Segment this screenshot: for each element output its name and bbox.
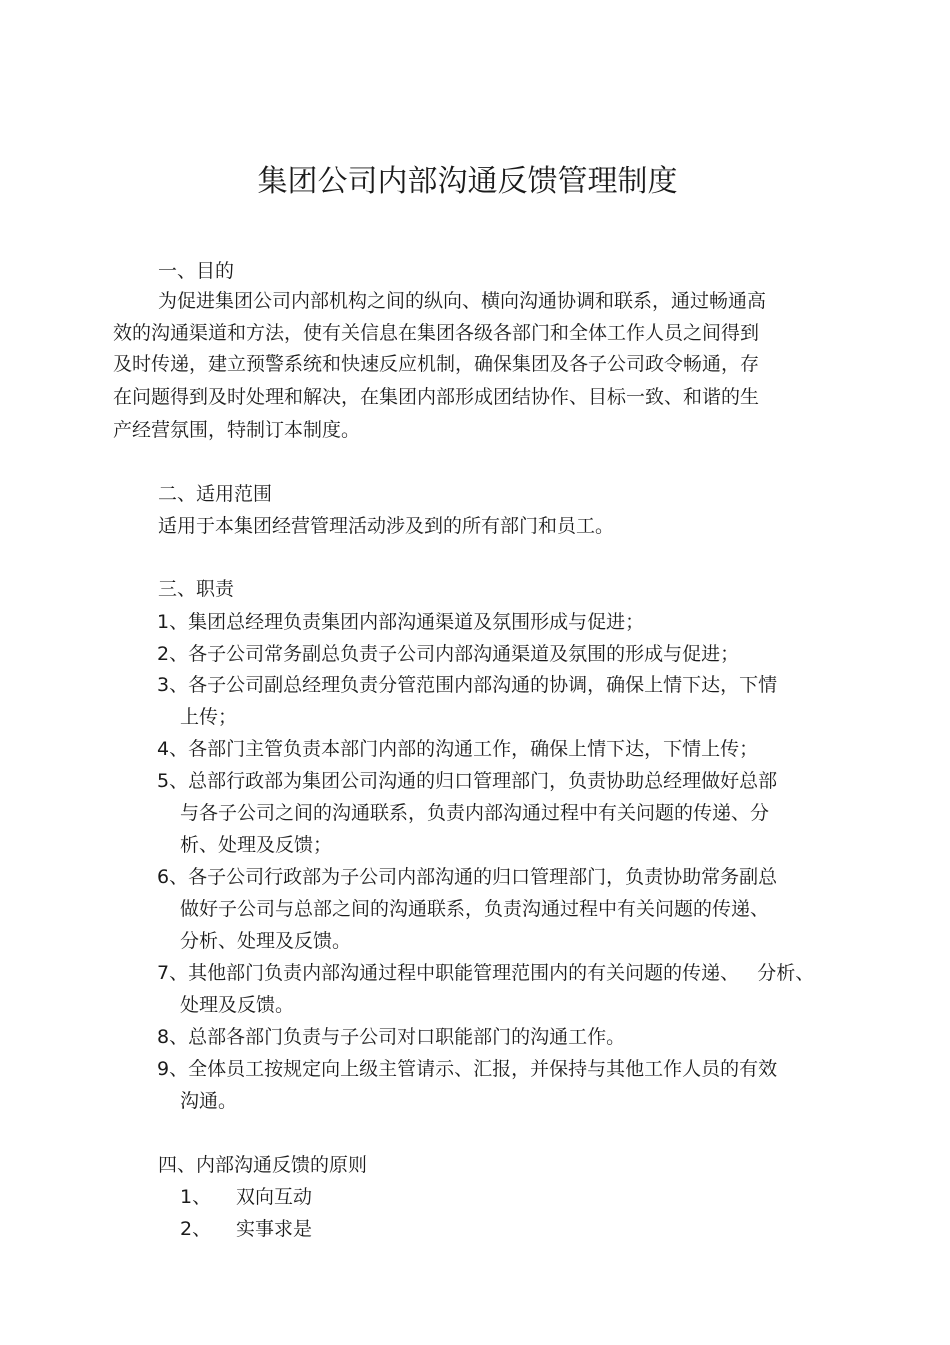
purpose-line: 为促进集团公司内部机构之间的纵向、横向沟通协调和联系，通过畅通高 [158, 290, 767, 312]
duty-item-continuation: 与各子公司之间的沟通联系，负责内部沟通过程中有关问题的传递、分 [180, 802, 770, 824]
scope-text: 适用于本集团经营管理活动涉及到的所有部门和员工。 [158, 515, 615, 537]
duty-item-continuation: 处理及反馈。 [180, 994, 295, 1016]
duty-item: 3、各子公司副总经理负责分管范围内部沟通的协调，确保上情下达，下情 [157, 674, 778, 696]
duty-item: 7、其他部门负责内部沟通过程中职能管理范围内的有关问题的传递、 分析、 [157, 962, 815, 984]
duty-item: 4、各部门主管负责本部门内部的沟通工作，确保上情下达，下情上传； [157, 738, 759, 760]
duty-item: 5、总部行政部为集团公司沟通的归口管理部门，负责协助总经理做好总部 [157, 770, 778, 792]
principle-text: 双向互动 [236, 1186, 313, 1208]
section-heading-duties: 三、职责 [158, 578, 235, 600]
purpose-line: 在问题得到及时处理和解决，在集团内部形成团结协作、目标一致、和谐的生 [113, 386, 760, 408]
duty-item-continuation: 析、处理及反馈； [180, 834, 333, 856]
duty-item: 6、各子公司行政部为子公司内部沟通的归口管理部门，负责协助常务副总 [157, 866, 778, 888]
duty-item-continuation: 沟通。 [180, 1090, 238, 1112]
principle-number: 1、 [180, 1186, 212, 1208]
section-heading-principles: 四、内部沟通反馈的原则 [158, 1154, 368, 1176]
purpose-line: 及时传递，建立预警系统和快速反应机制，确保集团及各子公司政令畅通，存 [113, 353, 760, 375]
principle-number: 2、 [180, 1218, 212, 1240]
document-title: 集团公司内部沟通反馈管理制度 [257, 164, 678, 199]
duty-item-continuation: 分析、处理及反馈。 [180, 930, 352, 952]
purpose-line: 产经营氛围，特制订本制度。 [113, 419, 361, 441]
principle-text: 实事求是 [236, 1218, 313, 1240]
purpose-line: 效的沟通渠道和方法，使有关信息在集团各级各部门和全体工作人员之间得到 [113, 322, 760, 344]
section-heading-purpose: 一、目的 [158, 260, 235, 282]
duty-item-continuation: 做好子公司与总部之间的沟通联系，负责沟通过程中有关问题的传递、 [180, 898, 770, 920]
duty-item: 8、总部各部门负责与子公司对口职能部门的沟通工作。 [157, 1026, 626, 1048]
duty-item: 1、集团总经理负责集团内部沟通渠道及氛围形成与促进； [157, 611, 645, 633]
duty-item-continuation: 上传； [180, 706, 238, 728]
duty-item: 9、全体员工按规定向上级主管请示、汇报，并保持与其他工作人员的有效 [157, 1058, 778, 1080]
section-heading-scope: 二、适用范围 [158, 483, 273, 505]
duty-item: 2、各子公司常务副总负责子公司内部沟通渠道及氛围的形成与促进； [157, 643, 740, 665]
